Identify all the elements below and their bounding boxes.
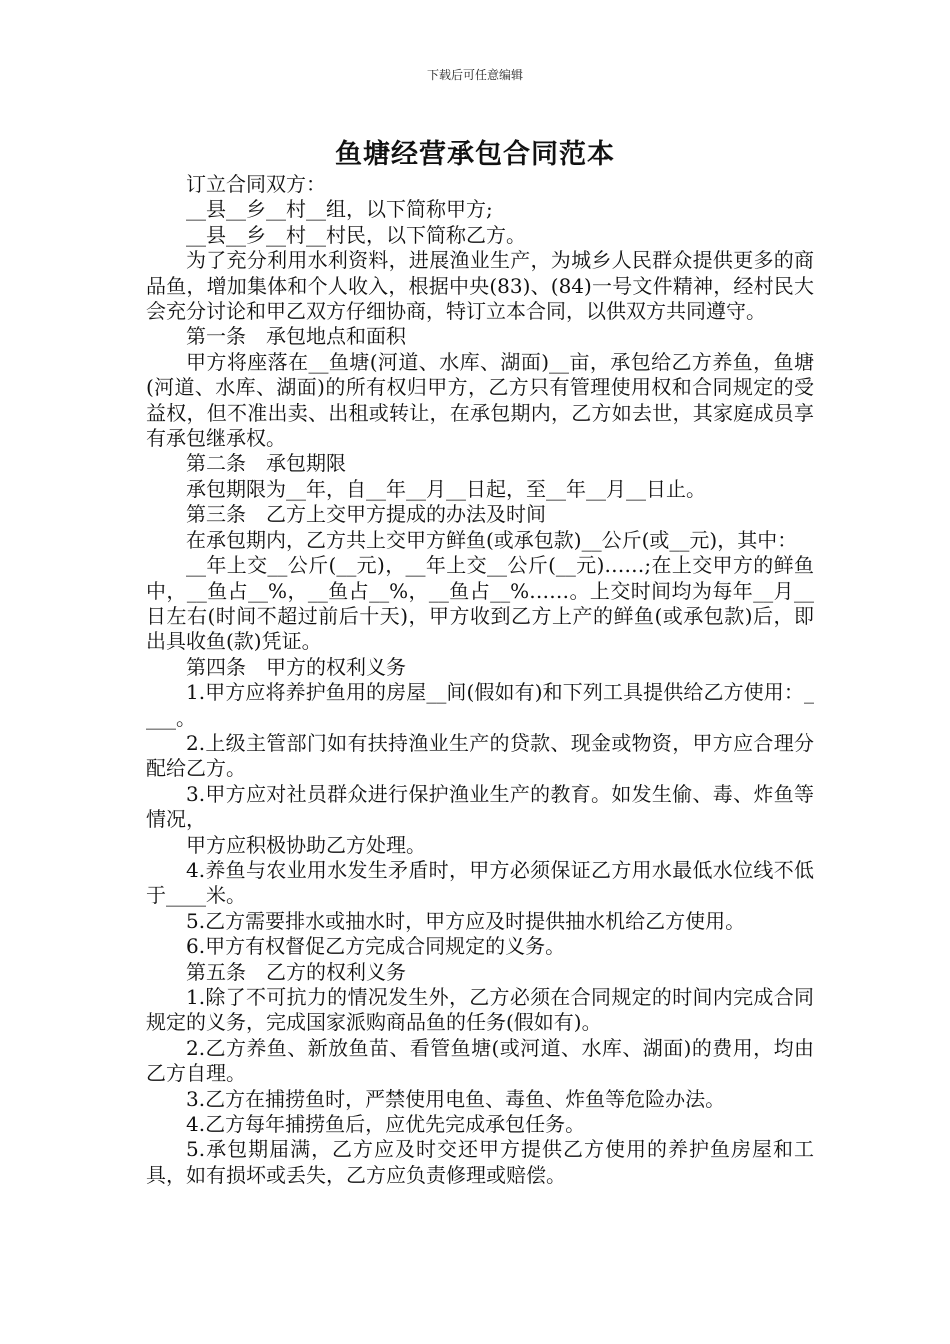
section-heading: 第一条 承包地点和面积 [186, 324, 406, 349]
paragraph: __县__乡__村__村民，以下简称乙方。 [186, 222, 526, 247]
paragraph: 1.除了不可抗力的情况发生外，乙方必须在合同规定的时间内完成合同规定的义务，完成国家派购商品鱼的任务(假如有)。 [146, 985, 814, 1035]
section-heading: 第五条 乙方的权利义务 [186, 959, 406, 984]
paragraph: 4.乙方每年捕捞鱼后，应优先完成承包任务。 [186, 1112, 586, 1137]
paragraph: 在承包期内，乙方共上交甲方鲜鱼(或承包款)__公斤(或__元)，其中： [186, 527, 798, 552]
paragraph: 4.养鱼与农业用水发生矛盾时，甲方必须保证乙方用水最低水位线不低于____米。 [146, 857, 814, 908]
contract-body [146, 172, 814, 1188]
paragraph: 5.乙方需要排水或抽水时，甲方应及时提供抽水机给乙方使用。 [186, 908, 746, 933]
paragraph: 2.乙方养鱼、新放鱼苗、看管鱼塘(或河道、水库、湖面)的费用，均由乙方自理。 [146, 1035, 814, 1086]
paragraph: 5.承包期届满，乙方应及时交还甲方提供乙方使用的养护鱼房屋和工具，如有损坏或丢失，乙方应负责修理或赔偿。 [146, 1137, 814, 1187]
section-heading: 第二条 承包期限 [186, 451, 346, 476]
section-heading: 第三条 乙方上交甲方提成的办法及时间 [186, 502, 546, 527]
paragraph: 6.甲方有权督促乙方完成合同规定的义务。 [186, 934, 566, 959]
paragraph: 甲方应积极协助乙方处理。 [186, 832, 426, 857]
section-heading: 第四条 甲方的权利义务 [186, 654, 406, 679]
paragraph: 订立合同双方： [186, 172, 326, 196]
paragraph: 2.上级主管部门如有扶持渔业生产的贷款、现金或物资，甲方应合理分配给乙方。 [146, 730, 814, 781]
paragraph: 1.甲方应将养护鱼用的房屋__间(假如有)和下列工具提供给乙方使用：____。 [146, 680, 814, 730]
paragraph: __年上交__公斤(__元)，__年上交__公斤(__元)……;在上交甲方的鲜鱼中，__鱼占__%，__鱼占__%，__鱼占__%……。上交时间均为每年__月__日左右(时间不超过前后十天)，甲方收到乙方上产的鲜鱼(或承包款)后，即出具收鱼(款)凭证。 [146, 553, 814, 654]
document-title: 鱼塘经营承包合同范本 [335, 139, 615, 170]
paragraph: 承包期限为__年，自__年__月__日起，至__年__月__日止。 [186, 476, 706, 501]
paragraph: 为了充分利用水利资料，进展渔业生产，为城乡人民群众提供更多的商品鱼，增加集体和个人收入，根据中央(83)、(84)一号文件精神，经村民大会充分讨论和甲乙双方仔细协商，特订立本合同，以供双方共同遵守。 [146, 248, 814, 324]
paragraph: 3.甲方应对社员群众进行保护渔业生产的教育。如发生偷、毒、炸鱼等情况， [146, 781, 814, 832]
paragraph: 甲方将座落在__鱼塘(河道、水库、湖面)__亩，承包给乙方养鱼，鱼塘(河道、水库、湖面)的所有权归甲方，乙方只有管理使用权和合同规定的受益权，但不准出卖、出租或转让，在承包期内，乙方如去世，其家庭成员享有承包继承权。 [146, 349, 814, 451]
header-note: 下载后可任意编辑 [426, 68, 523, 82]
paragraph: 3.乙方在捕捞鱼时，严禁使用电鱼、毒鱼、炸鱼等危险办法。 [186, 1086, 726, 1111]
paragraph: __县__乡__村__组，以下简称甲方; [186, 197, 493, 222]
